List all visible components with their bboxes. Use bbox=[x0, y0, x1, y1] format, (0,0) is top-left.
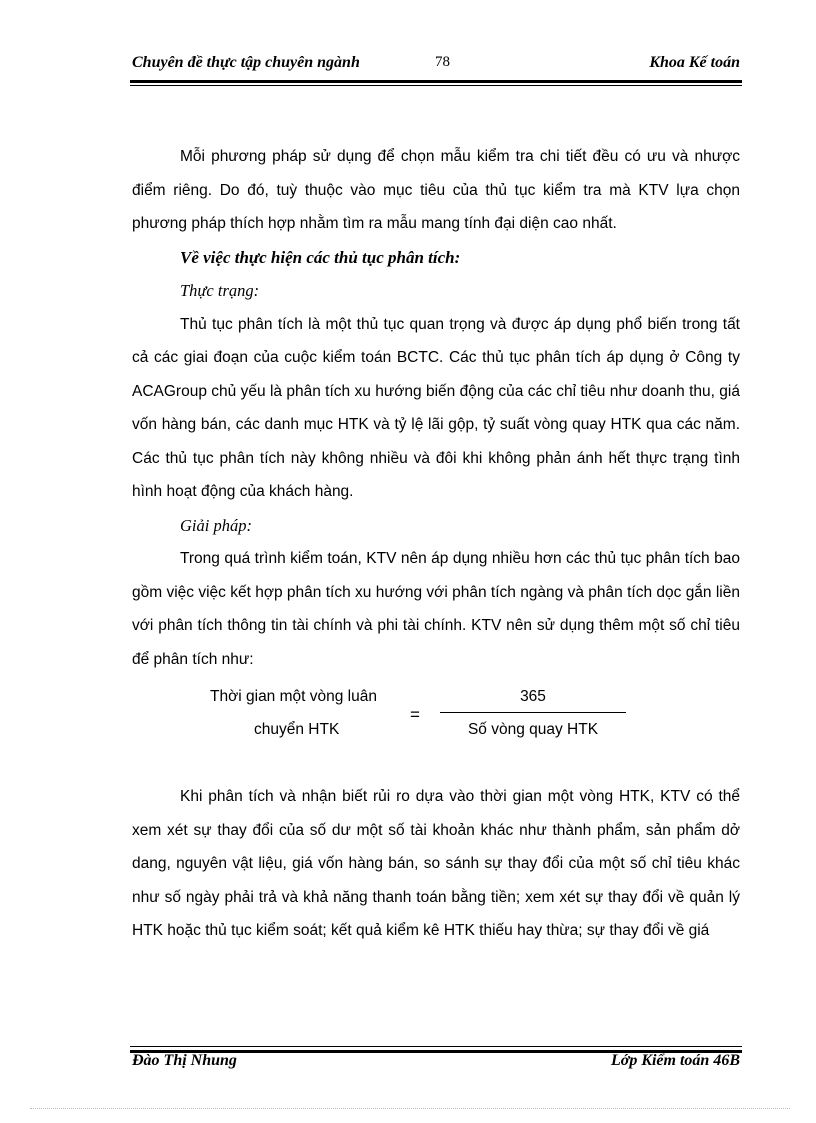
paragraph-current-state: Thủ tục phân tích là một thủ tục quan trọng và được áp dụng phổ biến trong tất cả các giai đoạn của cuộc kiểm toán BCTC. Các thủ tục phân tích áp dụng ở Công ty ACAGroup chủ yếu là phân tích xu hướng biến động của các chỉ tiêu như doanh thu, giá vốn hàng bán, các danh mục HTK và tỷ lệ lãi gộp, tỷ suất vòng quay HTK qua các năm. Các thủ tục phân tích này không nhiều và đôi khi không phản ánh hết thực trạng tình hình hoạt động của khách hàng. bbox=[132, 315, 740, 500]
page-footer bbox=[130, 1052, 742, 1076]
header-department: Khoa Kế toán bbox=[649, 54, 740, 71]
formula-equals-sign: = bbox=[410, 705, 420, 724]
footer-author: Đào Thị Nhung bbox=[132, 1052, 237, 1069]
section-heading-analytical-procedures: Về việc thực hiện các thủ tục phân tích: bbox=[180, 247, 461, 267]
header-rule-thin bbox=[130, 85, 742, 86]
formula-inventory-turnover-time bbox=[132, 688, 740, 748]
page-number: 78 bbox=[435, 54, 450, 70]
subheading-solution: Giải pháp: bbox=[180, 515, 252, 535]
body-content-continued bbox=[132, 780, 740, 948]
subheading-current-state: Thực trạng: bbox=[180, 281, 260, 300]
formula-lhs-line1: Thời gian một vòng luân bbox=[210, 688, 377, 705]
formula-denominator: Số vòng quay HTK bbox=[467, 721, 599, 738]
paragraph-solution: Trong quá trình kiểm toán, KTV nên áp dụng nhiều hơn các thủ tục phân tích bao gồm việc việc kết hợp phân tích xu hướng với phân tích ngàng và phân tích dọc gắn liền với phân tích thông tin tài chính và phi tài chính. KTV nên sử dụng thêm một số chỉ tiêu để phân tích như: bbox=[132, 550, 740, 668]
header-rule-thick bbox=[130, 80, 742, 83]
page-edge-divider bbox=[30, 1108, 790, 1109]
header-report-title: Chuyên đề thực tập chuyên ngành bbox=[132, 54, 360, 71]
footer-class: Lớp Kiểm toán 46B bbox=[610, 1052, 740, 1069]
paragraph-sampling-methods: Mỗi phương pháp sử dụng để chọn mẫu kiểm tra chi tiết đều có ưu và nhược điểm riêng. Do đó, tuỳ thuộc vào mục tiêu của thủ tục kiểm tra mà KTV lựa chọn phương pháp thích hợp nhằm tìm ra mẫu mang tính đại diện cao nhất. bbox=[132, 148, 740, 232]
paragraph-risk-analysis: Khi phân tích và nhận biết rủi ro dựa vào thời gian một vòng HTK, KTV có thể xem xét sự thay đổi của số dư một số tài khoản khác như thành phẩm, sản phẩm dở dang, nguyên vật liệu, giá vốn hàng bán, so sánh sự thay đổi của một số chỉ tiêu khác như số ngày phải trả và khả năng thanh toán bằng tiền; xem xét sự thay đổi về quản lý HTK hoặc thủ tục kiểm soát; kết quả kiểm kê HTK thiếu hay thừa; sự thay đổi về giá bbox=[132, 788, 740, 939]
fraction-bar bbox=[440, 712, 626, 713]
page-header bbox=[130, 50, 742, 78]
footer-rule-thin bbox=[130, 1046, 742, 1047]
formula-lhs-line2: chuyển HTK bbox=[254, 721, 340, 738]
body-content bbox=[132, 140, 740, 676]
formula-numerator: 365 bbox=[520, 688, 546, 705]
